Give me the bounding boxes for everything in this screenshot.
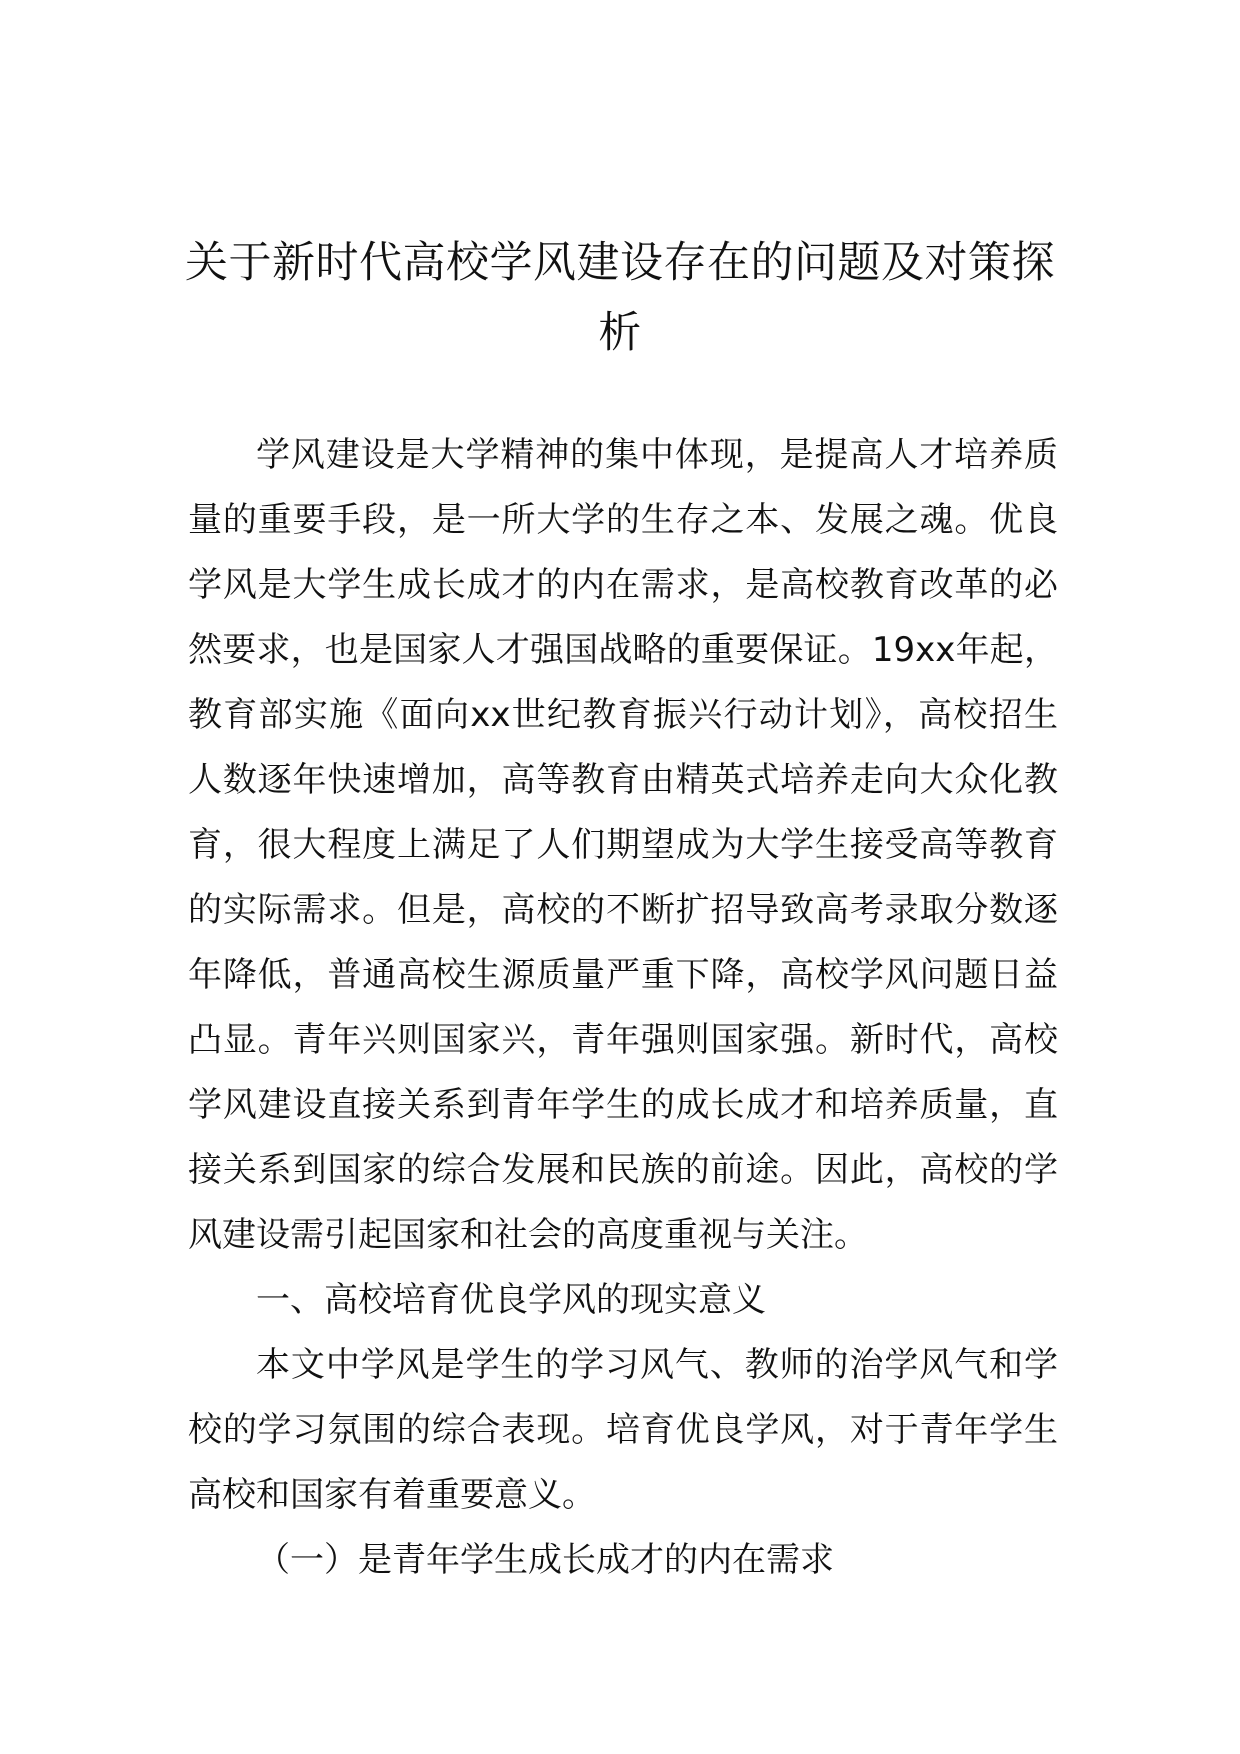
paragraph-section-1: 本文中学风是学生的学习风气、教师的治学风气和学校的学习氛围的综合表现。培育优良学风，对于青年学生高校和国家有着重要意义。 bbox=[188, 1345, 1058, 1515]
document-body bbox=[188, 423, 1058, 1593]
paragraph-intro: 学风建设是大学精神的集中体现，是提高人才培养质量的重要手段，是一所大学的生存之本、发展之魂。优良学风是大学生成长成才的内在需求，是高校教育改革的必然要求，也是国家人才强国战略的重要保证。19xx年起，教育部实施《面向xx世纪教育振兴行动计划》，高校招生人数逐年快速增加，高等教育由精英式培养走向大众化教育，很大程度上满足了人们期望成为大学生接受高等教育的实际需求。但是，高校的不断扩招导致高考录取分数逐年降低，普通高校生源质量严重下降，高校学风问题日益凸显。青年兴则国家兴，青年强则国家强。新时代，高校学风建设直接关系到青年学生的成长成才和培养质量，直接关系到国家的综合发展和民族的前途。因此，高校的学风建设需引起国家和社会的高度重视与关注。 bbox=[188, 435, 1058, 1255]
subsection-heading-1: （一）是青年学生成长成才的内在需求 bbox=[256, 1540, 834, 1580]
section-heading-1: 一、高校培育优良学风的现实意义 bbox=[256, 1280, 766, 1320]
document-title: 关于新时代高校学风建设存在的问题及对策探析 bbox=[185, 238, 1055, 358]
